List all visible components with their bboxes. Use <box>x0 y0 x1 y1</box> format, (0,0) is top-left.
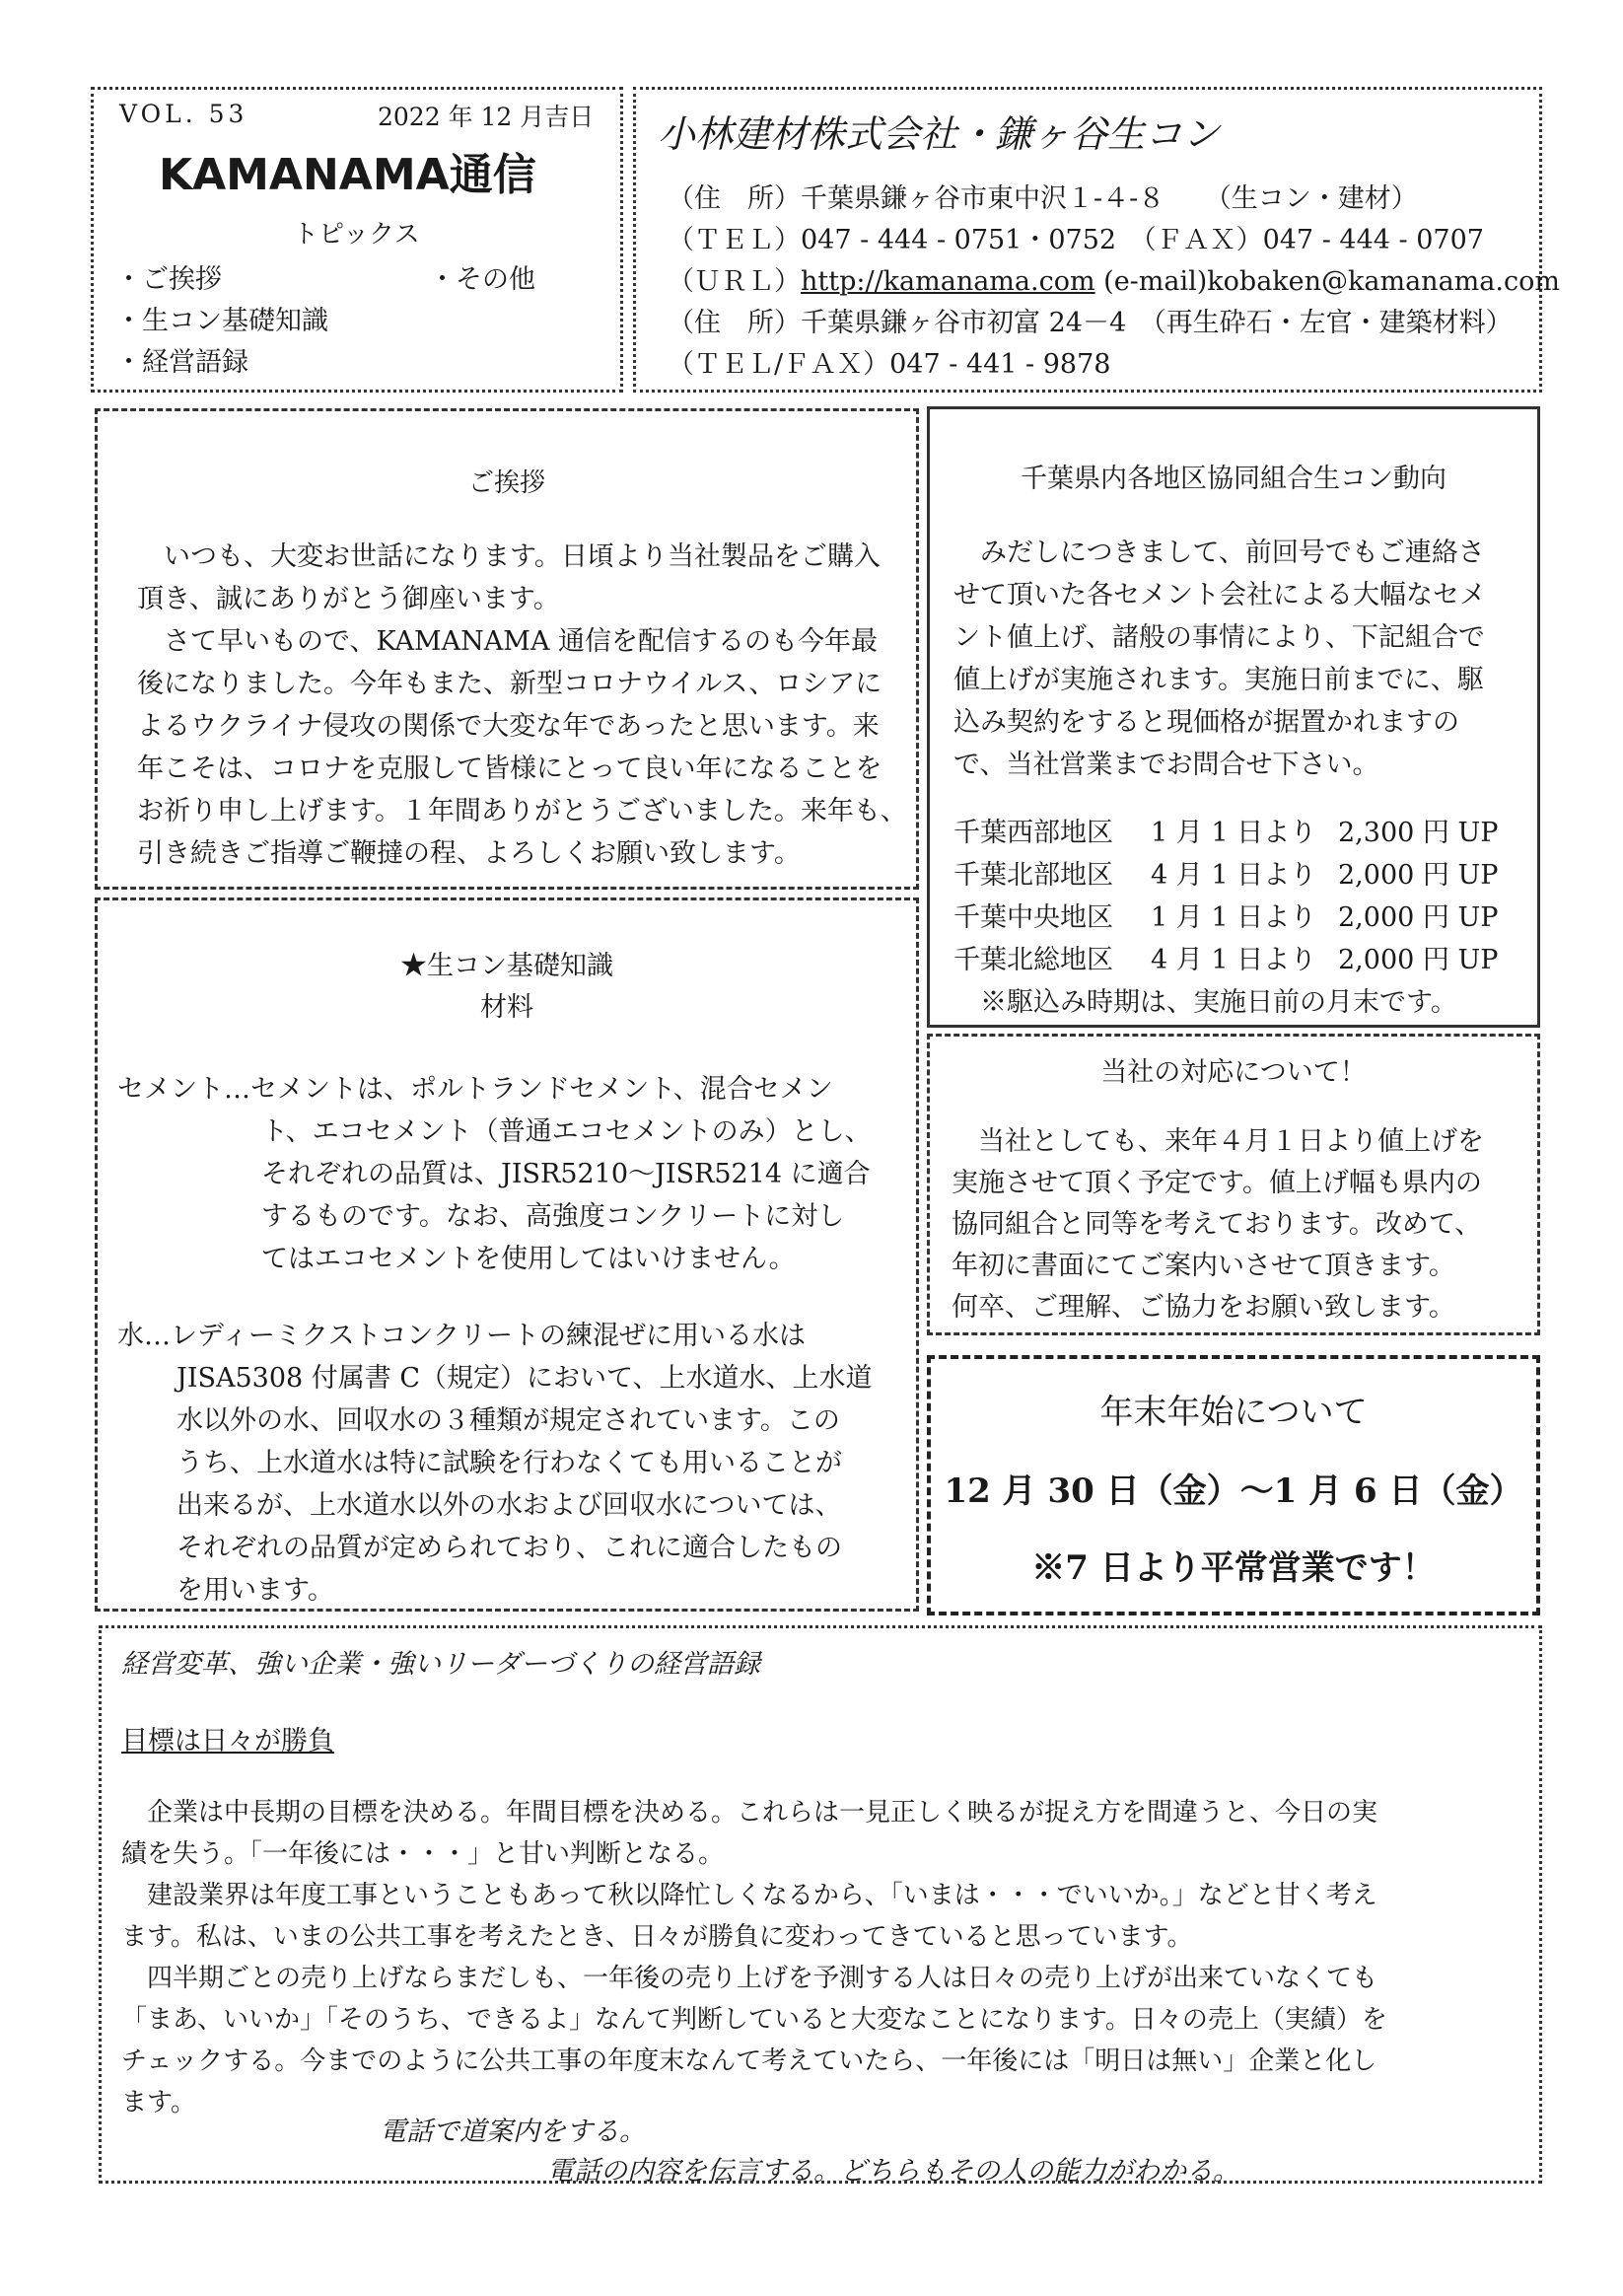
quotes-subheading: 目標は日々が勝負 <box>121 1726 334 1757</box>
price-area: 千葉中央地区 <box>953 902 1113 933</box>
water-line: うち、上水道水は特に試験を行わなくても用いることが <box>176 1448 842 1478</box>
trends-body <box>953 532 1486 786</box>
basics-subtitle: 材料 <box>480 992 533 1023</box>
greeting-line: お祈り申し上げます。１年間ありがとうございました。来年も、 <box>137 796 907 826</box>
response-line: 当社としても、来年４月１日より値上げを <box>952 1126 1484 1157</box>
holiday-notice-box <box>927 1355 1540 1615</box>
greeting-title: ご挨拶 <box>467 468 545 498</box>
trends-line: で、当社営業までお問合せ下さい。 <box>953 750 1379 780</box>
quotes-line: ます。私は、いまの公共工事を考えたとき、日々が勝負に変わってきていると思っています。 <box>121 1922 1193 1952</box>
quotes-line: 四半期ごとの売り上げならまだしも、一年後の売り上げを予測する人は日々の売り上げが出来ていなくても <box>121 1964 1378 1993</box>
newsletter-header-box <box>91 87 623 393</box>
water-line: それぞれの品質が定められており、これに適合したもの <box>176 1533 842 1563</box>
price-date: 4 月 1 日より <box>1151 945 1317 975</box>
greeting-box <box>95 408 919 890</box>
price-increase: 2,300 円 UP <box>1338 818 1499 848</box>
cement-line: セメント…セメントは、ポルトランドセメント、混合セメン <box>117 1074 833 1105</box>
company-url-line <box>668 259 1560 298</box>
greeting-line: さて早いもので、KAMANAMA 通信を配信するのも今年最 <box>137 626 879 657</box>
water-line: を用います。 <box>176 1575 334 1606</box>
response-line: 年初に書面にてご案内いさせて頂きます。 <box>952 1251 1455 1281</box>
trends-line: 値上げが実施されます。実施日前までに、駆 <box>953 665 1484 695</box>
price-area: 千葉北総地区 <box>953 945 1113 975</box>
response-line: 協同組合と同等を考えております。改めて、 <box>952 1209 1482 1240</box>
quotes-line: 「まあ、いいか」「そのうち、できるよ」なんて判断していると大変なことになります。日々の売上（実績）を <box>121 2005 1387 2035</box>
topics-heading: トピックス <box>293 220 420 250</box>
topic-item: ・ご挨拶 <box>115 264 222 295</box>
cement-section <box>117 1068 872 1280</box>
greeting-line: 年こそは、コロナを克服して皆様にとって良い年になることを <box>137 753 882 784</box>
price-table <box>953 812 1506 1024</box>
cement-line: てはエコセメントを使用してはいけません。 <box>261 1244 796 1274</box>
response-title: 当社の対応について！ <box>1100 1057 1367 1088</box>
response-line: 実施させて頂く予定です。値上げ幅も県内の <box>952 1168 1482 1198</box>
url-label: （ＵＲＬ） <box>668 266 801 297</box>
price-increase: 2,000 円 UP <box>1338 945 1499 975</box>
newsletter-title: KAMANAMA通信 <box>159 150 536 200</box>
water-line: 水以外の水、回収水の３種類が規定されています。この <box>176 1405 840 1436</box>
price-increase: 2,000 円 UP <box>1338 902 1499 933</box>
company-tel-fax-2: （ＴＥＬ/ＦＡＸ）047 - 441 - 9878 <box>668 349 1111 380</box>
price-row <box>953 939 1506 981</box>
response-line: 何卒、ご理解、ご協力をお願い致します。 <box>952 1292 1455 1323</box>
cement-line: するものです。なお、高強度コンクリートに対し <box>261 1201 845 1232</box>
company-response-box <box>927 1034 1540 1335</box>
water-line: JISA5308 付属書 C（規定）において、上水道水、上水道 <box>176 1363 873 1394</box>
greeting-line: いつも、大変お世話になります。日頃より当社製品をご購入 <box>137 541 881 572</box>
price-row <box>953 897 1506 939</box>
price-note: ※駆込み時期は、実施日前の月末です。 <box>980 987 1457 1018</box>
quotes-line: 企業は中長期の目標を決める。年間目標を決める。これらは一見正しく映るが捉え方を間違うと、今日の実 <box>121 1798 1378 1828</box>
quotes-footer: 電話の内容を伝言する。どちらもその人の能力がわかる。 <box>547 2156 1239 2187</box>
holiday-title: 年末年始について <box>1099 1393 1368 1432</box>
price-area: 千葉西部地区 <box>953 818 1113 848</box>
quotes-line: ます。 <box>121 2088 196 2117</box>
price-increase: 2,000 円 UP <box>1338 860 1499 891</box>
quotes-line: 績を失う。「一年後には・・・」と甘い判断となる。 <box>121 1839 725 1869</box>
trends-line: せて頂いた各セメント会社による大幅なセメ <box>953 580 1486 610</box>
price-date: 1 月 1 日より <box>1151 818 1317 848</box>
greeting-line: 頂き、誠にありがとう御座います。 <box>137 584 560 614</box>
company-name: 小林建材株式会社・鎌ヶ谷生コン <box>658 112 1221 156</box>
water-line: 水…レディーミクストコンクリートの練混ぜに用いる水は <box>117 1321 806 1351</box>
cement-line: それぞれの品質は、JISR5210～JISR5214 に適合 <box>261 1159 871 1189</box>
greeting-line: よるウクライナ侵攻の関係で大変な年であったと思います。来 <box>137 711 880 742</box>
price-area: 千葉北部地区 <box>953 860 1113 891</box>
issue-date: 2022 年 12 月吉日 <box>378 103 595 131</box>
cement-line: ト、エコセメント（普通エコセメントのみ）とし、 <box>261 1116 872 1147</box>
response-body <box>952 1121 1484 1328</box>
company-address: （住 所）千葉県鎌ヶ谷市東中沢１-４-８ （生コン・建材） <box>668 183 1418 214</box>
trends-line: ント値上げ、諸般の事情により、下記組合で <box>953 622 1485 653</box>
quotes-line: 建設業界は年度工事ということもあって秋以降忙しくなるから、「いまは・・・でいいか。」などと甘く考え <box>121 1881 1377 1910</box>
greeting-line: 後になりました。今年もまた、新型コロナウイルス、ロシアに <box>137 669 882 699</box>
trends-line: 込み契約をすると現価格が据置かれますの <box>953 707 1459 738</box>
quotes-body <box>121 1792 1387 2123</box>
website-link[interactable]: http://kamanama.com <box>801 266 1095 297</box>
concrete-basics-box <box>95 897 919 1612</box>
price-row <box>953 812 1506 854</box>
price-row <box>953 854 1506 897</box>
basics-title: ★生コン基礎知識 <box>400 951 613 981</box>
email-address[interactable]: (e-mail)kobaken@kamanama.com <box>1094 266 1560 297</box>
greeting-body <box>137 536 907 875</box>
price-date: 4 月 1 日より <box>1151 860 1317 891</box>
volume-number: VOL. 53 <box>119 100 248 128</box>
management-quotes-box <box>99 1625 1542 2187</box>
company-address-2: （住 所）千葉県鎌ヶ谷市初富 24－4 （再生砕石・左官・建築材料） <box>668 308 1513 338</box>
topic-item: ・生コン基礎知識 <box>115 306 328 336</box>
trends-line: みだしにつきまして、前回号でもご連絡さ <box>953 538 1485 568</box>
water-section <box>117 1315 872 1612</box>
quotes-line: チェックする。今までのように公共工事の年度末なんて考えていたら、一年後には「明日は無い」企業と化し <box>121 2046 1377 2076</box>
price-trends-box <box>927 406 1540 1028</box>
trends-title: 千葉県内各地区協同組合生コン動向 <box>1021 464 1447 494</box>
topic-item: ・その他 <box>429 264 535 295</box>
company-tel-fax: （ＴＥＬ）047 - 444 - 0751・0752 （ＦＡＸ）047 - 444 - 0707 <box>668 225 1484 255</box>
water-line: 出来るが、上水道水以外の水および回収水については、 <box>176 1490 842 1521</box>
quotes-footer: 電話で道案内をする。 <box>380 2117 646 2147</box>
price-date: 1 月 1 日より <box>1151 902 1317 933</box>
greeting-line: 引き続きご指導ご鞭撻の程、よろしくお願い致します。 <box>137 838 801 869</box>
holiday-dates: 12 月 30 日（金）～1 月 6 日（金） <box>944 1471 1523 1511</box>
company-info-box <box>633 87 1560 393</box>
holiday-note: ※7 日より平常営業です！ <box>1031 1548 1436 1588</box>
topic-item: ・経営語録 <box>115 347 248 378</box>
quotes-heading: 経営変革、強い企業・強いリーダーづくりの経営語録 <box>121 1649 760 1680</box>
